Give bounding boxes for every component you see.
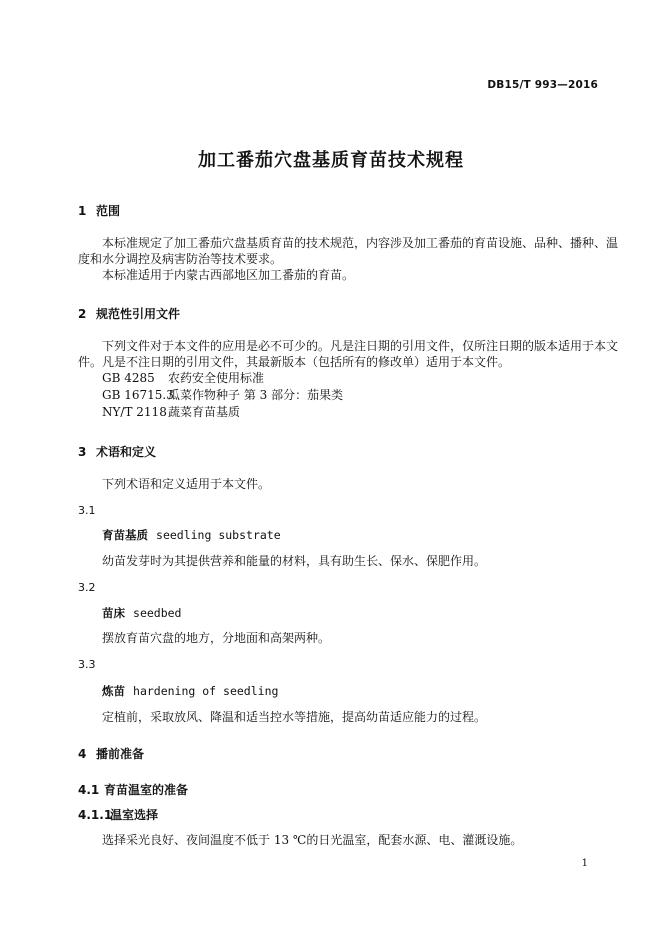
normative-paragraph-line-2: 件。凡是不注日期的引用文件，其最新版本（包括所有的修改单）适用于本文件。 [78, 355, 511, 369]
term-definition: 定植前，采取放风、降温和适当控水等措施，提高幼苗适应能力的过程。 [102, 710, 487, 724]
term-heading [102, 683, 278, 699]
term-heading [102, 527, 281, 543]
reference-title: 蔬菜育苗基质 [168, 405, 241, 419]
subsection-number: 4.1 [78, 783, 100, 797]
reference-code: GB 16715.3 [102, 388, 174, 402]
section-title: 播前准备 [96, 747, 145, 761]
reference-title: 农药安全使用标准 [168, 371, 265, 385]
term-en: seedling substrate [156, 528, 281, 542]
greenhouse-selection-text: 选择采光良好、夜间温度不低于 13 ℃的日光温室，配套水源、电、灌溉设施。 [102, 833, 523, 847]
section-4-heading [78, 745, 144, 762]
term-en: seedbed [133, 606, 182, 620]
normative-paragraph-line-1: 下列文件对于本文件的应用是必不可少的。凡是注日期的引用文件，仅所注日期的版本适用于本文 [102, 339, 619, 353]
term-en: hardening of seedling [133, 684, 279, 698]
reference-item [102, 370, 264, 387]
subsection-title: 温室选择 [110, 808, 159, 822]
term-heading [102, 605, 181, 621]
section-number: 3 [78, 445, 87, 459]
terms-intro: 下列术语和定义适用于本文件。 [102, 477, 271, 491]
term-zh: 炼苗 [102, 684, 125, 698]
section-number: 2 [78, 307, 87, 321]
reference-title: 瓜菜作物种子 第 3 部分：茄果类 [168, 388, 344, 402]
term-number: 3.2 [78, 581, 96, 594]
section-number: 4 [78, 747, 87, 761]
reference-item [102, 387, 343, 404]
standard-code: DB15/T 993—2016 [487, 79, 598, 91]
subsection-4-1-1-heading [78, 806, 158, 823]
scope-paragraph-2: 本标准适用于内蒙古西部地区加工番茄的育苗。 [102, 268, 355, 282]
term-zh: 苗床 [102, 606, 125, 620]
subsection-number: 4.1.1 [78, 808, 113, 822]
reference-item [102, 404, 240, 421]
page-number: 1 [581, 858, 588, 869]
document-title: 加工番茄穴盘基质育苗技术规程 [198, 150, 464, 171]
section-title: 术语和定义 [96, 445, 157, 459]
reference-code: NY/T 2118 [102, 405, 167, 419]
term-definition: 幼苗发芽时为其提供营养和能量的材料，具有助生长、保水、保肥作用。 [102, 554, 487, 568]
subsection-title: 育苗温室的准备 [104, 783, 189, 797]
reference-code: GB 4285 [102, 371, 155, 385]
term-number: 3.3 [78, 658, 96, 671]
section-2-heading [78, 305, 180, 322]
section-3-heading [78, 443, 156, 460]
scope-paragraph-1-line-2: 度和水分调控及病害防治等技术要求。 [78, 252, 283, 266]
section-title: 范围 [96, 204, 121, 218]
term-definition: 摆放育苗穴盘的地方，分地面和高架两种。 [102, 631, 331, 645]
scope-paragraph-1-line-1: 本标准规定了加工番茄穴盘基质育苗的技术规范，内容涉及加工番茄的育苗设施、品种、播种、温 [102, 236, 619, 250]
section-number: 1 [78, 204, 87, 218]
subsection-4-1-heading [78, 781, 188, 798]
section-1-heading [78, 202, 120, 219]
term-zh: 育苗基质 [102, 528, 148, 542]
term-number: 3.1 [78, 504, 96, 517]
section-title: 规范性引用文件 [96, 307, 181, 321]
